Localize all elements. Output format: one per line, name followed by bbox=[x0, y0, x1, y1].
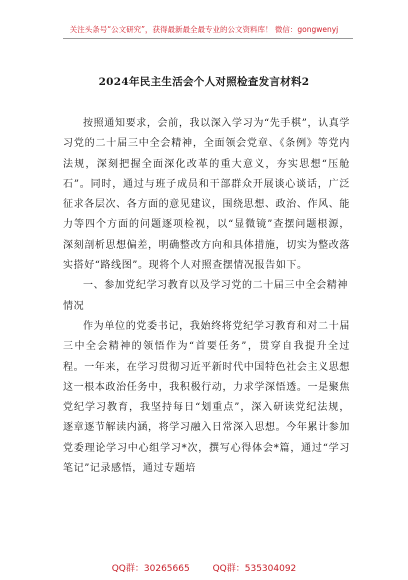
footer-contacts bbox=[0, 561, 408, 574]
intro-paragraph: 按照通知要求，会前，我以深入学习为“先手棋”，认真学习党的二十届三中全会精神，全面领会党章、《条例》等党内法规，深刻把握全面深化改革的重大意义，夯实思想“压舱石”。同时，通过与班子成员和干部群众开展谈心谈话，广泛征求各层次、各方面的意见建议，围绕思想、政治、作风、能力等四个方面的问题逐项检视，以“显微镜”查摆问题根源，深刻剖析思想偏差，明确整改方向和具体措施，切实为整改落实搭好“路线图”。现将个人对照查摆情况报告如下。 bbox=[63, 118, 350, 272]
footer-qq-group-1: QQ群：30265665 bbox=[111, 564, 190, 574]
document-title: 2024年民主生活会个人对照检查发言材料2 bbox=[98, 76, 310, 88]
document-body bbox=[63, 114, 350, 479]
header-note: 关注头条号“公文研究”，获得最新最全最专业的公文资料库！ 微信：gongwenyj bbox=[69, 25, 339, 34]
footer-qq-group-2: QQ群：535304092 bbox=[212, 564, 297, 574]
section-paragraph: 作为单位的党委书记，我始终将党纪学习教育和对二十届三中全会精神的领悟作为“首要任务”，贯穿自我提升全过程。一年来，在学习贯彻习近平新时代中国特色社会主义思想这一根本政治任务中，我积极行动，力求学深悟透。一是聚焦党纪学习教育，我坚持每日“划重点”，深入研读党纪法规，逐章逐节解读内涵，将学习融入日常深入思想。今年累计参加党委理论学习中心组学习*次，撰写心得体会*篇，通过“学习笔记”记录感悟，通过专题培 bbox=[63, 320, 350, 475]
section-heading: 一、参加党纪学习教育以及学习党的二十届三中全会精神情况 bbox=[63, 280, 348, 312]
header-divider bbox=[63, 38, 353, 39]
